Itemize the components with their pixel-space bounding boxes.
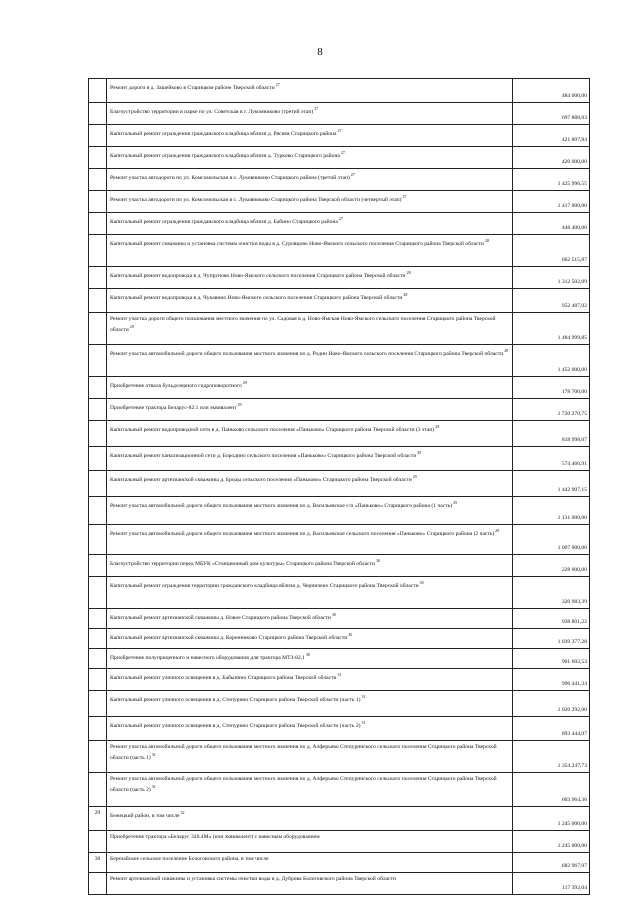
row-number — [89, 147, 107, 169]
item-name-text: Ремонт артезианской скважины и установка системы очистки воды в д. Дуброва Бологовского района Тверской области — [110, 876, 396, 882]
row-number — [89, 289, 107, 313]
row-number — [89, 555, 107, 577]
item-name — [107, 629, 513, 649]
item-name-text: Приобретение трактора «Беларус 320.4М» (или эквивалент) с навесным оборудованием — [110, 834, 320, 840]
item-name-text: Ремонт участка автомобильной дороги общего пользования местного значения по д. Алферьево Степуринского сельского поселения Старицкого района Тверской области (часть 1) — [110, 744, 497, 761]
table-row — [89, 345, 590, 377]
item-name — [107, 377, 513, 399]
item-amount: 320 983,39 — [513, 577, 590, 609]
item-name — [107, 447, 513, 471]
item-amount: 893 444,07 — [513, 717, 590, 741]
row-number — [89, 79, 107, 103]
table-row — [89, 103, 590, 125]
item-name — [107, 79, 513, 103]
row-number — [89, 169, 107, 191]
table-row — [89, 741, 590, 773]
table-row — [89, 421, 590, 447]
table-row — [89, 717, 590, 741]
table-row — [89, 169, 590, 191]
footnote-ref: 30 — [419, 580, 424, 585]
item-name — [107, 717, 513, 741]
table-row — [89, 873, 590, 895]
item-amount: 448 400,00 — [513, 213, 590, 235]
item-name — [107, 213, 513, 235]
item-name — [107, 807, 513, 831]
footnote-ref: 28 — [484, 238, 489, 243]
item-amount: 484 000,00 — [513, 79, 590, 103]
item-name — [107, 609, 513, 629]
row-number — [89, 103, 107, 125]
item-amount: 901 602,53 — [513, 649, 590, 669]
row-number — [89, 691, 107, 717]
item-name-text: Ремонт участка автодороги по ул. Комсомольская в с. Луковниково Старицкого района (третий этап) — [110, 174, 350, 181]
item-amount: 1 039 377,28 — [513, 629, 590, 649]
item-name-text: Капитальный ремонт уличного освещения в д. Степурино Старицкого района Тверской области (часть 2) — [110, 722, 361, 729]
item-amount: 1 417 000,00 — [513, 191, 590, 213]
footnote-ref: 30 — [305, 652, 310, 657]
table-row — [89, 691, 590, 717]
table-row — [89, 577, 590, 609]
item-name — [107, 691, 513, 717]
table-row — [89, 649, 590, 669]
row-number — [89, 525, 107, 555]
item-name-text: Приобретение отвала бульдозерного гидроповоротного — [110, 382, 242, 389]
item-name-text: Капитальный ремонт водопроводной сети в д. Паньково сельского поселения «Паньково» Старицкого района Тверской области (3 этап) — [110, 426, 435, 433]
row-number: 29 — [89, 807, 107, 831]
item-name — [107, 421, 513, 447]
item-amount: 1 020 292,00 — [513, 691, 590, 717]
item-name — [107, 831, 513, 853]
item-amount: 1 245 000,00 — [513, 807, 590, 831]
footnote-ref: 27 — [402, 194, 407, 199]
row-number — [89, 609, 107, 629]
item-name-text: Капитальный ремонт ограждения гражданского кладбища вблизи д. Бабино Старицкого района — [110, 218, 338, 225]
table-row — [89, 609, 590, 629]
item-name — [107, 853, 513, 873]
item-amount: 574 460,91 — [513, 447, 590, 471]
row-number — [89, 345, 107, 377]
footnote-ref: 29 — [435, 424, 440, 429]
table-row — [89, 79, 590, 103]
table-row — [89, 669, 590, 691]
footnote-ref: 28 — [406, 270, 411, 275]
table-row — [89, 853, 590, 873]
item-name-text: Капитальный ремонт ограждения гражданского кладбища вблизи д. Ряснея Старицкого района — [110, 130, 337, 137]
item-name — [107, 741, 513, 773]
table-row — [89, 313, 590, 345]
footnote-ref: 27 — [350, 172, 355, 177]
item-name — [107, 147, 513, 169]
item-name-text: Березайское сельское поселение Бологовского района, в том числе — [110, 856, 269, 862]
item-name-text: Ремонт участка автодороги по ул. Комсомольская в с. Луковниково Старицкого района Тверской области (четвертый этап) — [110, 196, 402, 203]
footnote-ref: 27 — [340, 150, 345, 155]
footnote-ref: 31 — [337, 672, 342, 677]
row-number — [89, 377, 107, 399]
item-amount: 662 515,87 — [513, 235, 590, 267]
footnote-ref: 27 — [314, 106, 319, 111]
item-amount: 682 967,07 — [513, 853, 590, 873]
row-number — [89, 267, 107, 289]
item-amount: 1 007 000,00 — [513, 525, 590, 555]
table-row — [89, 555, 590, 577]
item-amount: 420 000,00 — [513, 147, 590, 169]
row-number — [89, 471, 107, 497]
item-amount: 952 487,02 — [513, 289, 590, 313]
item-amount: 178 700,00 — [513, 377, 590, 399]
footnote-ref: 28 — [504, 348, 509, 353]
table-row — [89, 399, 590, 421]
item-name-text: Ремонт участка автомобильной дороги общего пользования местного значения по д. Васильевское сельского поселения «Паньково» Старицкого района (2 часть) — [110, 530, 495, 537]
expenditure-table — [88, 78, 590, 895]
item-amount: 938 801,22 — [513, 609, 590, 629]
footnote-ref: 32 — [180, 810, 185, 815]
row-number — [89, 649, 107, 669]
table-row — [89, 191, 590, 213]
item-amount: 1 484 999,85 — [513, 313, 590, 345]
footnote-ref: 31 — [151, 783, 156, 789]
item-name — [107, 103, 513, 125]
footnote-ref: 31 — [361, 694, 366, 699]
table-row — [89, 525, 590, 555]
table-row — [89, 471, 590, 497]
table-row — [89, 235, 590, 267]
item-name-text: Капитальный ремонт скважины и установка системы очистки воды в д. Суровцово Ново-Ямского сельского поселения Старицкого района Тверской области — [110, 240, 484, 247]
row-number — [89, 669, 107, 691]
item-name — [107, 289, 513, 313]
table-row — [89, 773, 590, 807]
item-name — [107, 669, 513, 691]
footnote-ref: 29 — [417, 450, 422, 455]
item-name — [107, 235, 513, 267]
item-amount: 1 425 996,55 — [513, 169, 590, 191]
item-name-text: Приобретение полуприцепного и навесного оборудования для трактора МТЗ-82.1 — [110, 654, 305, 661]
footnote-ref: 29 — [453, 500, 458, 505]
table-body — [89, 79, 590, 895]
item-name — [107, 191, 513, 213]
row-number — [89, 629, 107, 649]
item-amount: 1 131 000,00 — [513, 497, 590, 525]
table-row — [89, 125, 590, 147]
item-name — [107, 873, 513, 895]
row-number — [89, 191, 107, 213]
item-amount: 818 998,07 — [513, 421, 590, 447]
footnote-ref: 31 — [361, 720, 366, 725]
item-amount: 1 354 247,73 — [513, 741, 590, 773]
item-name — [107, 497, 513, 525]
item-name — [107, 267, 513, 289]
item-name-text: Капитальный ремонт ограждения гражданского кладбища вблизи д. Турково Старицкого района — [110, 152, 340, 159]
item-name — [107, 345, 513, 377]
row-number — [89, 421, 107, 447]
table-row — [89, 447, 590, 471]
row-number — [89, 873, 107, 895]
footnote-ref: 29 — [242, 380, 247, 385]
row-number — [89, 235, 107, 267]
item-name — [107, 471, 513, 497]
row-number — [89, 773, 107, 807]
row-number — [89, 717, 107, 741]
item-name — [107, 399, 513, 421]
item-name-text: Капитальный ремонт уличного освещения в д. Бабынино Старицкого района Тверской области — [110, 674, 337, 681]
row-number — [89, 125, 107, 147]
footnote-ref: 28 — [129, 323, 134, 329]
item-name-text: Бежецкий район, в том числе — [110, 812, 180, 819]
row-number: 30 — [89, 853, 107, 873]
item-name-text: Капитальный ремонт артезианской скважины д. Коренниково Старицкого района Тверской области — [110, 634, 348, 641]
item-name — [107, 649, 513, 669]
footnote-ref: 27 — [275, 82, 280, 87]
table-row — [89, 213, 590, 235]
item-amount: 996 441,34 — [513, 669, 590, 691]
footnote-ref: 27 — [338, 216, 343, 221]
item-name — [107, 125, 513, 147]
item-name-text: Ремонт участка дороги общего пользования местного значения по ул. Садовая в д. Ново-Ямская Ново-Ямского сельского поселения Старицкого района Тверской области — [110, 316, 496, 333]
item-name — [107, 555, 513, 577]
table-row — [89, 629, 590, 649]
footnote-ref: 28 — [403, 292, 408, 297]
table-row — [89, 497, 590, 525]
item-amount: 228 000,00 — [513, 555, 590, 577]
row-number — [89, 577, 107, 609]
footnote-ref: 30 — [348, 632, 353, 637]
item-name-text: Капитальный ремонт артезианской скважины д. Броды сельского поселения «Паньково» Старицкого района Тверской области — [110, 476, 412, 483]
row-number — [89, 313, 107, 345]
item-amount: 421 807,84 — [513, 125, 590, 147]
footnote-ref: 29 — [412, 474, 417, 479]
table-row — [89, 377, 590, 399]
footnote-ref: 30 — [376, 558, 380, 563]
row-number — [89, 831, 107, 853]
table-row — [89, 831, 590, 853]
item-name-text: Ремонт участка автомобильной дороги общего пользования местного значения по д. Васильевское с/п «Паньково» Старицкого района (1 часть) — [110, 502, 453, 509]
item-amount: 117 392,04 — [513, 873, 590, 895]
item-name-text: Благоустройство территории в парке по ул. Советская в г. Лукомниково (третий этап) — [110, 108, 314, 115]
row-number — [89, 213, 107, 235]
row-number — [89, 399, 107, 421]
footnote-ref: 29 — [495, 528, 500, 533]
item-amount: 603 964,36 — [513, 773, 590, 807]
page-number: 8 — [317, 46, 323, 58]
item-amount: 1 452 000,00 — [513, 345, 590, 377]
item-name-text: Ремонт участка автомобильной дороги общего пользования местного значения по д. Алферьево Степуринского сельского поселения Старицкого района Тверской области (часть 2) — [110, 776, 497, 793]
item-name — [107, 313, 513, 345]
item-name — [107, 577, 513, 609]
item-name-text: Капитальный ремонт водопровода в д. Чупруново Ново-Ямского сельского поселения Старицкого района Тверской области — [110, 272, 406, 279]
item-name-text: Капитальный ремонт ограждения территории гражданского кладбища вблизи д. Черничено Старицкого района Тверской области — [110, 582, 419, 589]
item-amount: 1 442 907,15 — [513, 471, 590, 497]
table-row — [89, 267, 590, 289]
row-number — [89, 497, 107, 525]
table-row — [89, 807, 590, 831]
footnote-ref: 29 — [237, 402, 242, 407]
item-name-text: Ремонт дороги в д. Зашейково в Старицком районе Тверской области — [110, 84, 275, 91]
item-name-text: Ремонт участка автомобильной дороги общего пользования местного значения по д. Родни Ново-Ямского сельского поселения Старицкого района Тверской области — [110, 350, 504, 357]
item-name-text: Приобретение трактора Беларус-82.1 или эквивалент — [110, 404, 237, 411]
item-amount: 1 245 000,00 — [513, 831, 590, 853]
table-row — [89, 147, 590, 169]
row-number — [89, 741, 107, 773]
item-name — [107, 169, 513, 191]
item-amount: 1 720 270,75 — [513, 399, 590, 421]
footnote-ref: 30 — [331, 612, 336, 617]
item-name-text: Капитальный ремонт артезианской скважины д. Новое Старицкого района Тверской области — [110, 614, 331, 621]
item-name-text: Благоустройство территории перед МБУК «Станционный дом культуры» Старицкого района Тверской области — [110, 560, 375, 567]
table-row — [89, 289, 590, 313]
footnote-ref: 31 — [151, 751, 156, 757]
item-amount: 697 888,03 — [513, 103, 590, 125]
item-amount: 1 312 502,09 — [513, 267, 590, 289]
item-name — [107, 773, 513, 807]
item-name-text: Капитальный ремонт водопровода в д. Чукавино Ново-Ямского сельского поселения Старицкого района Тверской области — [110, 294, 403, 301]
item-name-text: Капитальный ремонт канализационной сети д. Бородино сельского поселения «Паньково» Старицкого района Тверской области — [110, 452, 417, 459]
item-name-text: Капитальный ремонт уличного освещения в д. Степурино Старицкого района Тверской области (часть 1) — [110, 696, 361, 703]
footnote-ref: 27 — [337, 128, 342, 133]
row-number — [89, 447, 107, 471]
item-name — [107, 525, 513, 555]
